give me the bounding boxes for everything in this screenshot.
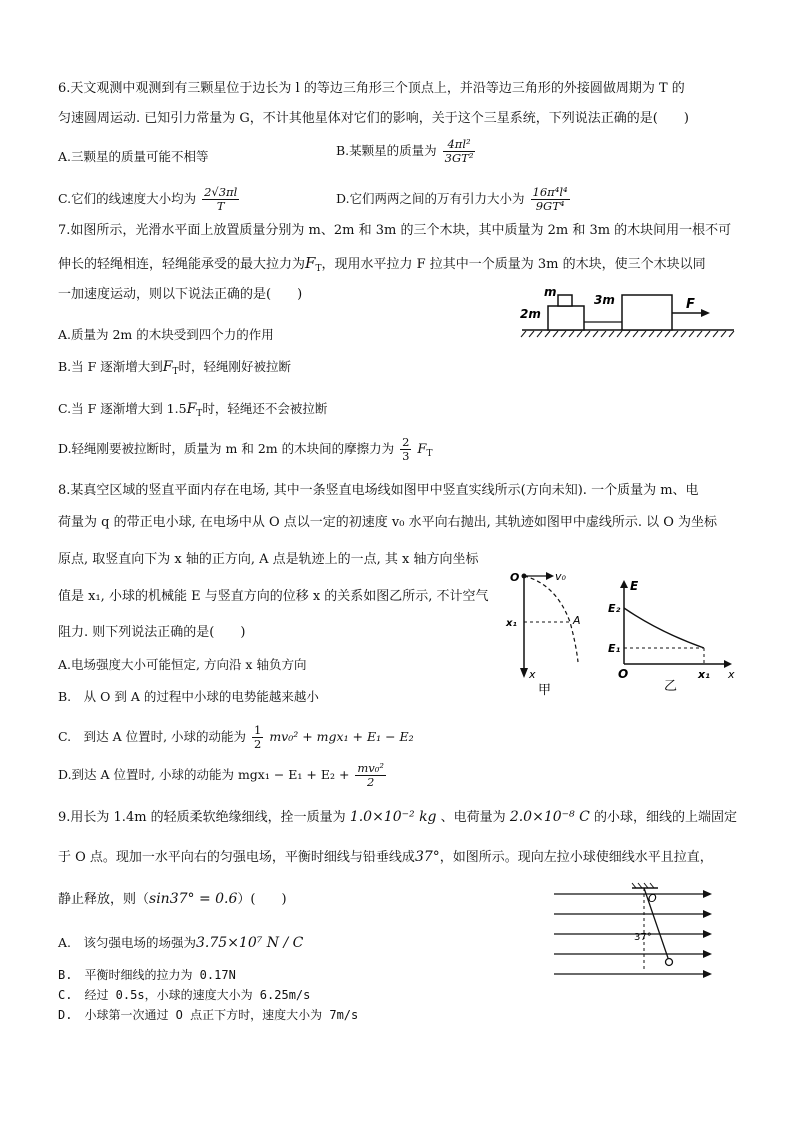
q9-field-figure <box>550 880 722 984</box>
q8-jia-v0-arrowhead <box>546 572 554 580</box>
q8-yi-label-x: x <box>728 668 735 681</box>
q6-option-b-denominator: 3GT² <box>444 151 474 165</box>
q8-yi-label-E1: E₁ <box>608 642 621 655</box>
q6-option-c <box>58 186 241 213</box>
q6-option-c-denominator: T <box>216 199 225 213</box>
q7-option-c-pre: C.当 F 逐渐增大到 1.5 <box>58 401 187 416</box>
q7-option-b-post: 时，轻绳刚好被拉断 <box>178 359 292 374</box>
q9-stem-line1-c: 的小球，细线的上端固定 <box>593 810 737 825</box>
q9-stem-line2-a: 于 O 点。现加一水平向右的匀强电场，平衡时细线与铅垂线成 <box>58 850 415 865</box>
q8-option-d-denominator: 2 <box>367 775 375 789</box>
q6-option-c-text: C.它们的线速度大小均为 <box>58 191 197 206</box>
q8-yi-x-arrowhead <box>724 660 732 668</box>
q9-sin-value: sin37° = 0.6 <box>149 891 238 907</box>
q7-option-b <box>58 358 291 381</box>
q8-stem-line5: 阻力. 则下列说法正确的是( ) <box>58 625 246 640</box>
q7-stem-line2-a: 伸长的轻绳相连，轻绳能承受的最大拉力为 <box>58 257 306 272</box>
q9-stem-line3-a: 静止释放，则（ <box>58 892 150 907</box>
q8-jia-trajectory <box>524 576 578 662</box>
q9-charge-value: 2.0×10⁻⁸ C <box>509 809 590 825</box>
q7-blocks-figure <box>518 284 740 344</box>
q8-jia-label-v0: v₀ <box>555 570 566 583</box>
q8-jia-label-A: A <box>573 614 581 627</box>
q7-label-2m: 2m <box>520 307 541 321</box>
q8-figure-yi <box>604 576 738 694</box>
q9-stem-line3 <box>58 890 287 909</box>
q8-option-d-pre: D.到达 A 位置时, 小球的动能为 mgx₁ − E₁ + E₂ + <box>58 767 350 782</box>
q7-option-b-ft-sub: T <box>172 367 179 377</box>
q8-stem-line4: 值是 x₁, 小球的机械能 E 与竖直方向的位移 x 的关系如图乙所示, 不计空气 <box>58 589 489 604</box>
q7-option-b-pre: B.当 F 逐渐增大到 <box>58 359 163 374</box>
q6-option-d-denominator: 9GT⁴ <box>535 199 565 213</box>
q9-option-b: B. 平衡时细线的拉力为 0.17N <box>58 968 236 982</box>
q8-yi-label-O: O <box>618 667 629 681</box>
q6-stem-line2: 匀速圆周运动. 已知引力常量为 G，不计其他星体对它们的影响，关于这个三星系统，下列说法正确的是( ) <box>58 111 689 126</box>
q8-option-c <box>58 724 414 751</box>
q7-stem-line2-b: ，现用水平拉力 F 拉其中一个质量为 3m 的木块，使三个木块以同 <box>321 257 706 272</box>
q9-stem-line3-b: ）( ) <box>237 892 287 907</box>
q8-yi-label-x1: x₁ <box>698 668 710 681</box>
q7-ft-symbol: F <box>305 254 316 272</box>
q8-option-d <box>58 762 388 789</box>
q7-ground-hatch <box>521 331 734 337</box>
q8-option-b: B. 从 O 到 A 的过程中小球的电势能越来越小 <box>58 689 319 704</box>
q6-stem-line1: 6.天文观测中观测到有三颗星位于边长为 l 的等边三角形三个顶点上，并沿等边三角形的外接圆做周期为 T 的 <box>58 81 685 96</box>
q7-label-F: F <box>686 297 695 312</box>
q8-option-c-expr: mv₀² + mgx₁ + E₁ − E₂ <box>269 729 414 744</box>
q9-angle-value: 37° <box>414 849 440 865</box>
q8-stem-line2: 荷量为 q 的带正电小球, 在电场中从 O 点以一定的初速度 v₀ 水平向右抛出, 其轨迹如图甲中虚线所示. 以 O 为坐标 <box>58 515 718 530</box>
q8-stem-line3: 原点, 取竖直向下为 x 轴的正方向, A 点是轨迹上的一点, 其 x 轴方向坐标 <box>58 552 479 567</box>
q7-option-d-numerator: 2 <box>402 435 410 449</box>
q9-stem-line1-a: 9.用长为 1.4m 的轻质柔软绝缘细线，拴一质量为 <box>58 810 346 825</box>
q8-yi-e-arrowhead <box>620 580 628 588</box>
q8-option-c-denominator: 2 <box>254 737 262 751</box>
q9-field-arrowheads <box>703 890 712 978</box>
q7-label-m: m <box>544 285 557 299</box>
q7-option-b-ft: F <box>162 359 173 375</box>
q8-yi-caption: 乙 <box>664 679 678 694</box>
q8-yi-energy-curve <box>624 608 704 648</box>
q7-option-c <box>58 400 327 423</box>
q9-label-angle: 37° <box>634 932 652 943</box>
q6-option-d <box>336 186 572 213</box>
q9-option-a-value: 3.75×10⁷ N / C <box>196 935 304 951</box>
q7-option-c-ft-sub: T <box>196 409 203 419</box>
q9-mass-value: 1.0×10⁻² kg <box>349 809 437 825</box>
q8-jia-label-x: x <box>529 668 536 681</box>
q7-block-3m <box>622 295 672 330</box>
q7-option-d-ft-sub: T <box>426 449 433 459</box>
q9-option-c: C. 经过 0.5s，小球的速度大小为 6.25m/s <box>58 988 311 1002</box>
q8-option-c-numerator: 1 <box>254 723 262 737</box>
q7-option-a: A.质量为 2m 的木块受到四个力的作用 <box>58 327 274 342</box>
q8-jia-label-x1: x₁ <box>506 618 517 629</box>
q9-stem-line2 <box>58 848 713 867</box>
q6-option-b-numerator: 4πl² <box>443 138 476 152</box>
q7-option-d <box>58 436 432 463</box>
q8-jia-caption: 甲 <box>538 683 552 696</box>
q8-yi-label-E2: E₂ <box>608 602 621 615</box>
q7-option-d-pre: D.轻绳刚要被拉断时，质量为 m 和 2m 的木块间的摩擦力为 <box>58 441 395 456</box>
q7-option-c-ft: F <box>186 401 197 417</box>
q6-option-c-numerator: 2√3πl <box>204 185 238 199</box>
q8-figure-jia <box>504 566 604 696</box>
q7-stem-line3: 一加速度运动，则以下说法正确的是( ) <box>58 287 303 302</box>
q7-stem-line1: 7.如图所示，光滑水平面上放置质量分别为 m、2m 和 3m 的三个木块，其中质量为 2m 和 3m 的木块间用一根不可 <box>58 223 732 238</box>
q7-ft-subscript: T <box>315 264 322 274</box>
q9-label-O: O <box>648 892 657 905</box>
q7-option-d-ft: F <box>417 442 427 457</box>
q8-jia-x-arrow <box>520 668 528 678</box>
q9-stem-line1-b: 、电荷量为 <box>440 810 506 825</box>
q8-stem-line1: 8.某真空区域的竖直平面内存在电场, 其中一条竖直电场线如图甲中竖直实线所示(方向未知). 一个质量为 m、电 <box>58 483 699 498</box>
q8-yi-label-E: E <box>630 579 639 593</box>
q7-option-c-post: 时，轻绳还不会被拉断 <box>202 401 328 416</box>
q9-option-a <box>58 934 303 952</box>
q9-field-lines <box>554 894 704 974</box>
q8-option-d-numerator: mv₀² <box>357 761 385 775</box>
q7-option-d-denominator: 3 <box>402 449 410 463</box>
q7-stem-line2 <box>58 254 706 278</box>
q6-option-d-text: D.它们两两之间的万有引力大小为 <box>336 191 525 206</box>
q9-option-d: D. 小球第一次通过 O 点正下方时，速度大小为 7m/s <box>58 1008 359 1022</box>
q9-stem-line2-b: ，如图所示。现向左拉小球使细线水平且拉直， <box>439 850 713 865</box>
q6-option-b-text: B.某颗星的质量为 <box>336 143 437 158</box>
q7-force-arrowhead <box>701 309 710 317</box>
q6-option-b <box>336 138 477 165</box>
q9-option-a-pre: A. 该匀强电场的场强为 <box>58 935 197 950</box>
q6-option-d-numerator: 16π⁴l⁴ <box>532 185 568 199</box>
q7-block-2m <box>548 306 584 330</box>
q8-option-c-pre: C. 到达 A 位置时, 小球的动能为 <box>58 729 247 744</box>
q7-label-3m: 3m <box>594 293 615 307</box>
q9-ball <box>666 959 673 966</box>
q8-jia-label-O: O <box>510 571 520 584</box>
q9-stem-line1 <box>58 808 737 827</box>
q7-block-m <box>558 295 572 306</box>
q8-option-a: A.电场强度大小可能恒定, 方向沿 x 轴负方向 <box>58 657 307 672</box>
q6-option-a: A.三颗星的质量可能不相等 <box>58 149 209 164</box>
